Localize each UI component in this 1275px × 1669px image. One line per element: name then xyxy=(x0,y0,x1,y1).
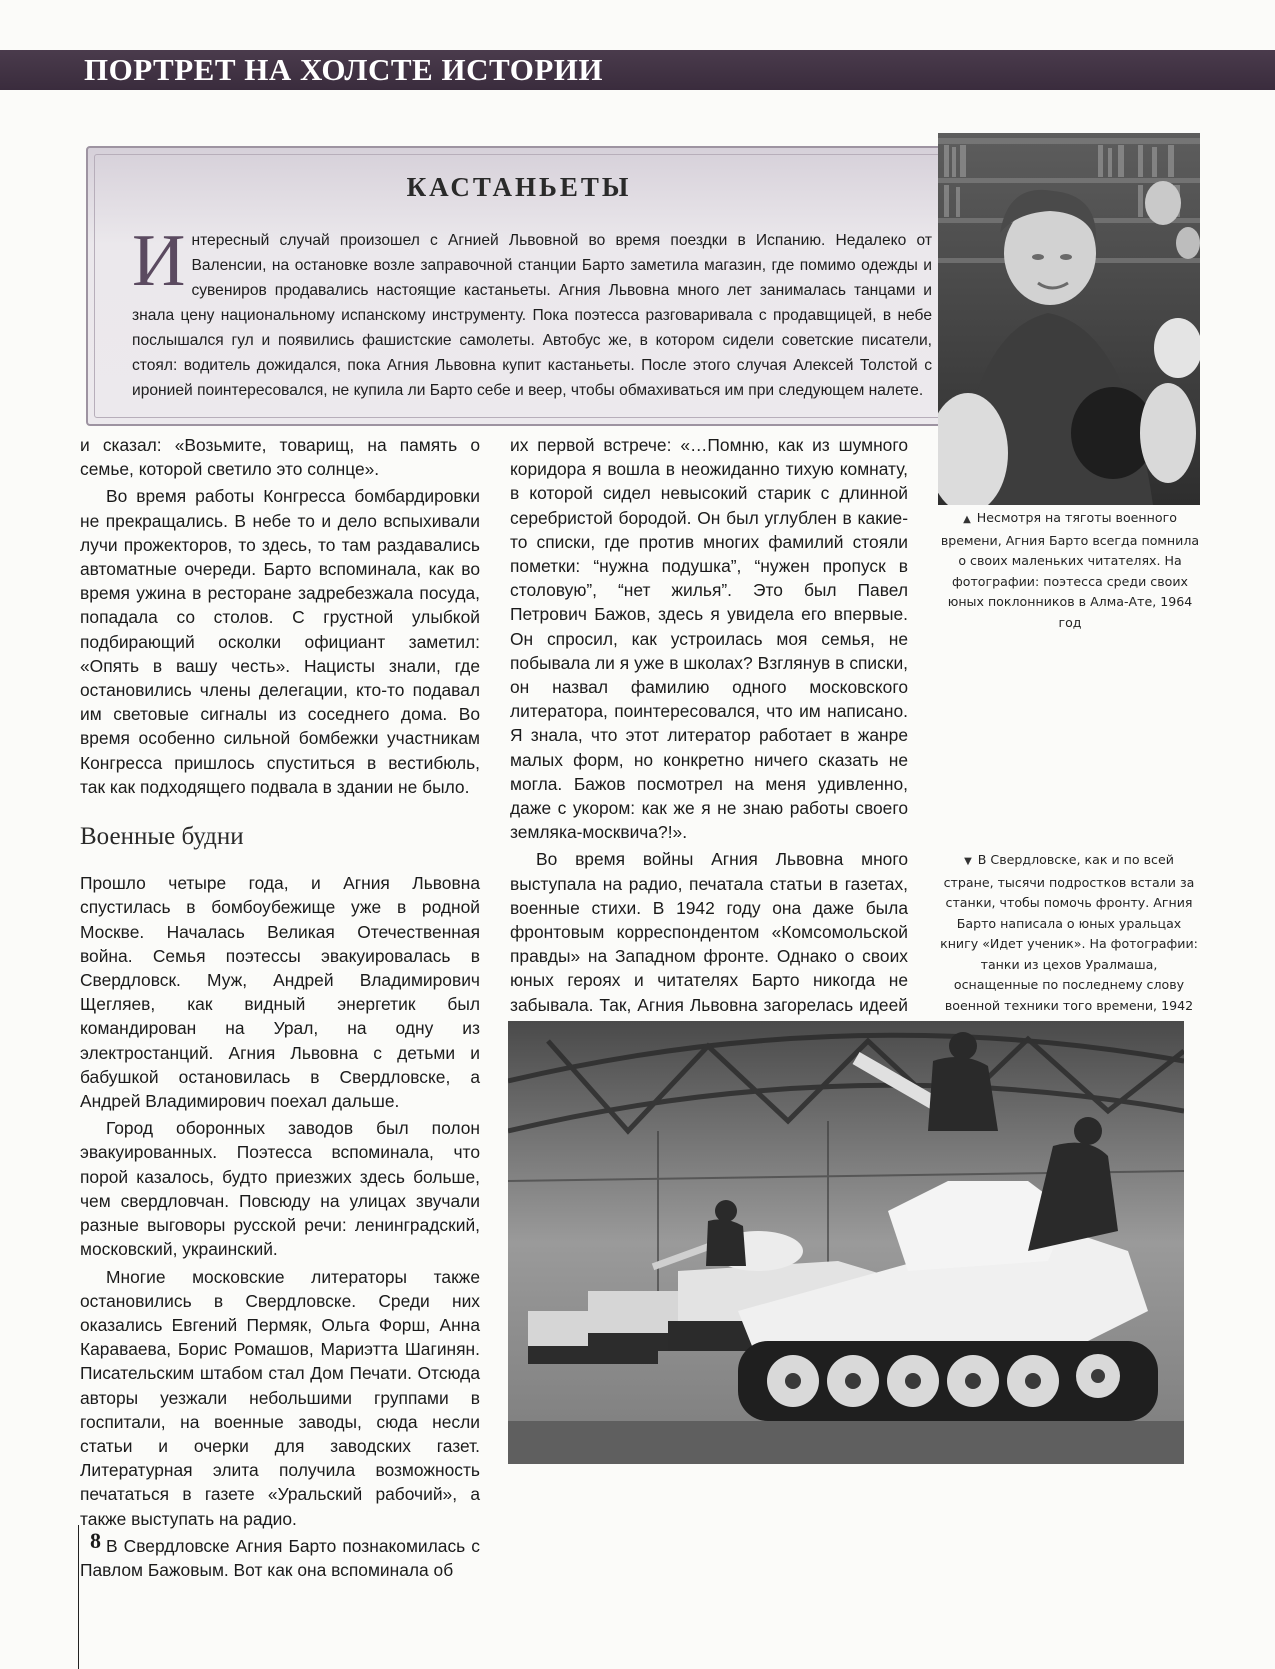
photo-bottom-caption xyxy=(938,850,1200,1037)
left-column xyxy=(80,433,480,1582)
drop-cap: И xyxy=(132,220,186,302)
paragraph: их первой встрече: «…Помню, как из шумного коридора я вошла в неожиданно тихую комнату, в которой сидел невысокий старик с длинной серебристой бородой. Он был углублен в какие-то списки, где против многих фамилий стояли пометки: “нужна подушка”, “нужен пропуск в столовую”, “нет жилья”. Это был Павел Петрович Бажов, здесь я увидела его впервые. Он спросил, как устроилась моя семья, не побывала ли я уже в школах? Взглянув в списки, он назвал фамилию одного московского литератора, поинтересовался, что им написано. Я знала, что этот литератор работает в жанре малых форм, но конкретно ничего сказать не могла. Бажов посмотрел на меня удивленно, даже с укором: как же я не знаю работы своего земляка-москвича?!». xyxy=(510,435,908,843)
photo-tanks xyxy=(508,1021,1184,1464)
triangle-down-icon: ▼ xyxy=(964,856,972,867)
page-number-rule xyxy=(78,1525,79,1669)
photo-top-caption xyxy=(938,508,1202,633)
paragraph: и сказал: «Возьмите, товарищ, на память о семье, которой светило это солнце». xyxy=(80,435,480,480)
paragraph: В Свердловске Агния Барто познакомилась с Павлом Бажовым. Вот как она вспоминала об xyxy=(80,1535,480,1580)
paragraph: Многие московские литераторы также остановились в Свердловске. Среди них оказались Евгений Пермяк, Ольга Форш, Анна Караваева, Борис Ромашов, Мариэтта Шагинян. Писательским штабом стал Дом Печати. Отсюда авторы уезжали небольшими группами в госпитали, на военные заводы, сюда несли статьи и очерки для заводских газет. Литературная элита получила возможность печататься в газете «Уральский рабочий», а также выступать на радио. xyxy=(80,1266,480,1529)
triangle-up-icon: ▲ xyxy=(963,514,971,525)
sidebar-text xyxy=(132,220,932,403)
photo-bottom-caption-text: В Свердловске, как и по всей стране, тысячи подростков встали за станки, чтобы помочь фронту. Агния Барто написала о юных уральцах книгу «Идет ученик». На фотографии: танки из цехов Уралмаша, оснащенные по последнему слову военной техники того времени, 1942 xyxy=(940,852,1198,1013)
photo-poet-with-children-image xyxy=(938,133,1200,505)
photo-poet-with-children xyxy=(938,133,1200,505)
middle-column xyxy=(510,433,908,1041)
paragraph: Город оборонных заводов был полон эвакуированных. Поэтесса вспоминала, что порой казалось, будто приезжих здесь больше, чем свердловчан. Повсюду на улицах звучали разные выговоры русской речи: ленинградский, московский, украинский. xyxy=(80,1118,480,1260)
sidebar-title: КАСТАНЬЕТЫ xyxy=(406,172,632,202)
sidebar-body: нтересный случай произошел с Агнией Львовной во время поездки в Испанию. Недалеко от Валенсии, на остановке возле заправочной станции Барто заметила магазин, где помимо одежды и сувениров продавались настоящие кастаньеты. Агния Львовна много лет занималась танцами и знала цену национальному испанскому инструменту. Пока поэтесса разговаривала с продавщицей, в небе послышался гул и появились фашистские самолеты. Автобус же, в котором сидели советские писатели, стоял: водитель дожидался, пока Агния Львовна купит кастаньеты. После этого случая Алексей Толстой с иронией поинтересовался, не купила ли Барто себе и веер, чтобы обмахиваться им при следующем налете. xyxy=(132,232,932,399)
sidebar-box xyxy=(86,146,952,426)
page-number: 8 xyxy=(90,1528,101,1553)
photo-top-caption-text: Несмотря на тяготы военного времени, Агния Барто всегда помнила о своих маленьких читателях. На фотографии: поэтесса среди своих юных поклонников в Алма-Ате, 1964 год xyxy=(940,510,1200,630)
section-heading: Военные будни xyxy=(80,823,244,851)
paragraph: Прошло четыре года, и Агния Львовна спустилась в бомбоубежище уже в родной Москве. Началась Великая Отечественная война. Семья поэтессы эвакуировалась в Свердловск. Муж, Андрей Владимирович Щегляев, как видный энергетик был командирован на Урал, на одну из электростанций. Агния Львовна с детьми и бабушкой остановилась в Свердловске, а Андрей Владимирович поехал дальше. xyxy=(80,873,480,1112)
paragraph: Во время работы Конгресса бомбардировки не прекращались. В небе то и дело вспыхивали лучи прожекторов, то здесь, то там раздавались автоматные очереди. Барто вспоминала, как во время ужина в ресторане задребезжала посуда, попадала со столов. С грустной улыбкой подбирающий осколки официант заметил: «Опять в вашу честь». Нацисты знали, где остановились члены делегации, кто-то подавал им световые сигналы из соседнего дома. Во время особенно сильной бомбежки участникам Конгресса пришлось спуститься в вестибюль, так как подходящего подвала в здании не было. xyxy=(80,486,480,797)
section-title: ПОРТРЕТ НА ХОЛСТЕ ИСТОРИИ xyxy=(84,52,604,87)
paragraph: Во время войны Агния Львовна много выступала на радио, печатала статьи в газетах, военные стихи. В 1942 году она даже была фронтовым корреспондентом «Комсомольской правды» на Западном фронте. Однако о своих юных героях и читателях Барто никогда не забывала. Так, Агния Львовна загорелась идеей xyxy=(510,849,908,1015)
photo-tanks-image xyxy=(508,1021,1184,1464)
